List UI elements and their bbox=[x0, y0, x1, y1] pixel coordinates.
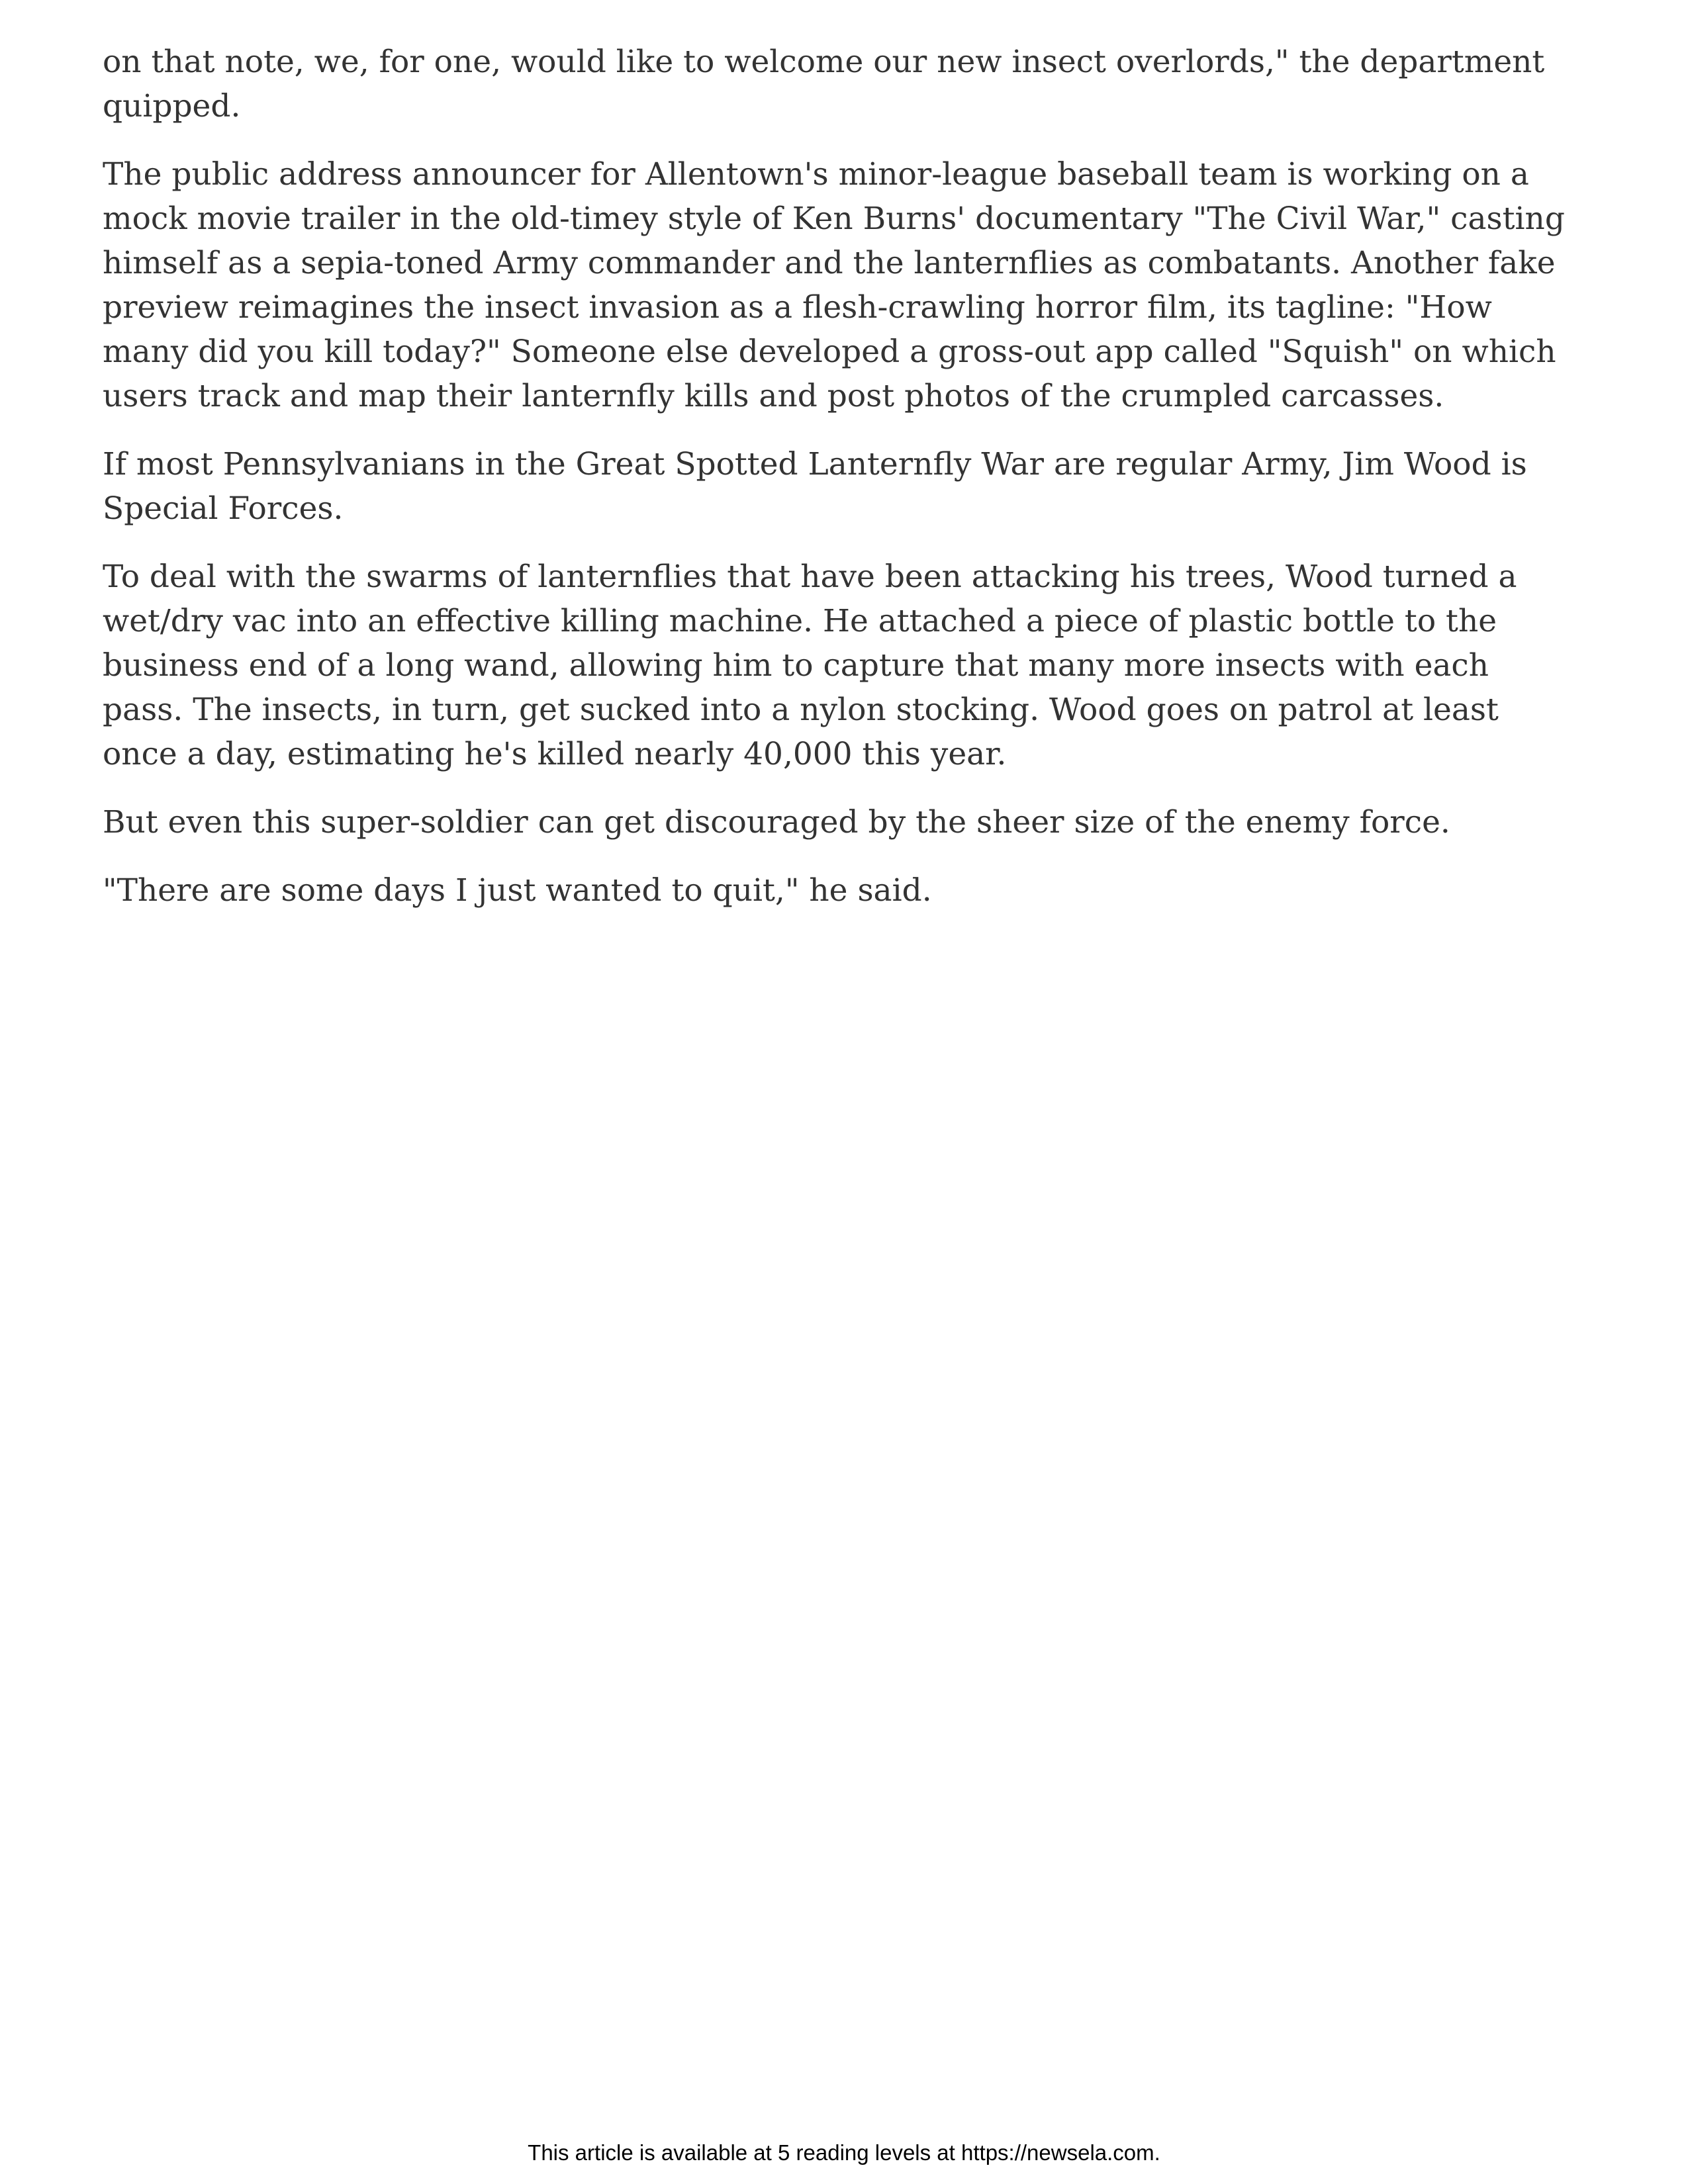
article-paragraph: But even this super-soldier can get discouraged by the sheer size of the enemy force. bbox=[103, 804, 1450, 841]
page-footer: This article is available at 5 reading levels at https://newsela.com. bbox=[528, 2140, 1160, 2165]
article-paragraph: on that note, we, for one, would like to welcome our new insect overlords," the department quipped. bbox=[103, 44, 1545, 124]
article-body bbox=[103, 40, 1579, 936]
article-paragraph: To deal with the swarms of lanternflies that have been attacking his trees, Wood turned a wet/dry vac into an effective killing machine. He attached a piece of plastic bottle to the business end of a long wand, allowing him to capture that many more insects with each pass. The insects, in turn, get sucked into a nylon stocking. Wood goes on patrol at least once a day, estimating he's killed nearly 40,000 this year. bbox=[103, 559, 1517, 772]
article-paragraph: "There are some days I just wanted to quit," he said. bbox=[103, 872, 932, 909]
article-paragraph: The public address announcer for Allentown's minor-league baseball team is working on a mock movie trailer in the old-timey style of Ken Burns' documentary "The Civil War," casting himself as a sepia-toned Army commander and the lanternflies as combatants. Another fake preview reimagines the insect invasion as a flesh-crawling horror film, its tagline: "How many did you kill today?" Someone else developed a gross-out app called "Squish" on which users track and map their lanternfly kills and post photos of the crumpled carcasses. bbox=[103, 156, 1565, 414]
article-paragraph: If most Pennsylvanians in the Great Spotted Lanternfly War are regular Army, Jim Wood is Special Forces. bbox=[103, 446, 1527, 527]
